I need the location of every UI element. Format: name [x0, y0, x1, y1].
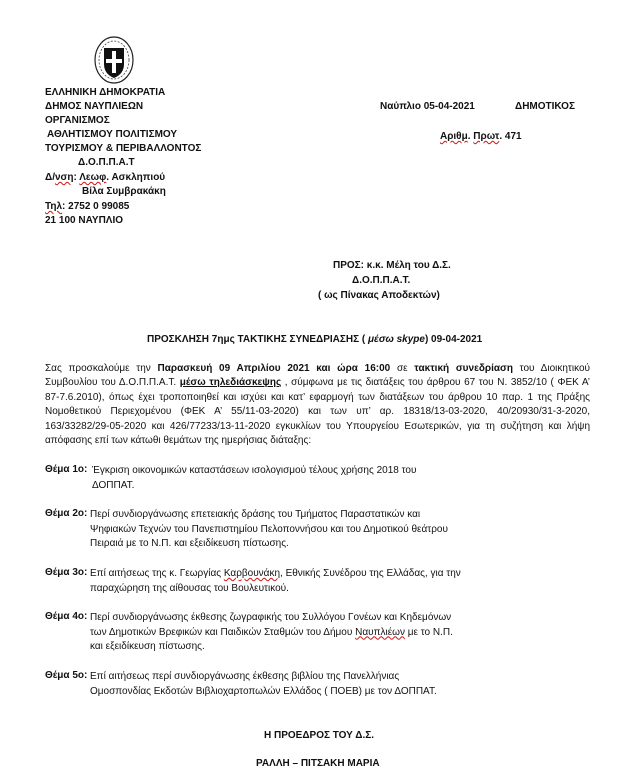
signature-name: ΡΑΛΛΗ – ΠΙΤΣΑΚΗ ΜΑΡΙΑ: [256, 758, 380, 769]
recipients-to: ΠΡΟΣ: κ.κ. Μέλη του Δ.Σ.: [333, 260, 451, 271]
greek-coat-of-arms-emblem: [94, 36, 134, 84]
intro-paragraph: Σας προσκαλούμε την Παρασκευή 09 Απριλίου 2021 και ώρα 16:00 σε τακτική συνεδρίαση του Διοικητικού Συμβουλίου του Δ.Ο.Π.Π.Α.Τ. μέσω τηλεδιάσκεψης , σύμφωνα με τις διατάξεις του άρθρου 67 του Ν. 3852/10 ( ΦΕΚ Α’ 87-7.6.2010), όπως έχει τροποποιηθεί και ισχύει και κατ’ εφαρμογή των διατάξεων του άρθρου 10 παρ. 1 της Πράξης Νομοθετικού Περιεχομένου (ΦΕΚ Α’ 55/11-03-2020) και των υπ’ αρ. 18318/13-03-2020, 40/20930/31-3-2020, 163/33282/29-05-2020 και 426/77233/13-11-2020 εγκυκλίων του Υπουργείου Εσωτερικών, για τη συζήτηση και λήψη απόφασης επί των κάτωθι θεμάτων της ημερήσιας διάταξης:: [45, 363, 590, 447]
recipients-org: Δ.Ο.Π.Π.Α.Τ.: [352, 275, 411, 286]
header-address: Δ/νση: Λεωφ. Ασκληπιού: [45, 172, 166, 183]
header-phone: Τηλ: 2752 0 99085: [45, 201, 130, 212]
header-line-organization: ΟΡΓΑΝΙΣΜΟΣ: [45, 115, 110, 126]
header-zip-city: 21 100 ΝΑΥΠΛΙΟ: [45, 215, 124, 226]
recipients-list: ( ως Πίνακας Αποδεκτών): [318, 290, 440, 301]
header-line-acronym: Δ.Ο.Π.Π.Α.Τ: [78, 157, 135, 168]
thema-2-text: Περί συνδιοργάνωσης επετειακής δράσης του Τμήματος Παραστατικών και Ψηφιακών Τεχνών του Πανεπιστημίου Πελοποννήσου και του Δημοτικού θεάτρου Πειραιά με το Ν.Π. και εξειδίκευση πίστωσης.: [90, 509, 448, 550]
header-line-municipality: ΔΗΜΟΣ ΝΑΥΠΛΙΕΩΝ: [45, 101, 144, 112]
thema-4-text: Περί συνδιοργάνωσης έκθεσης ζωγραφικής του Συλλόγου Γονέων και Κηδεμόνων των Δημοτικών Βρεφικών και Παιδικών Σταθμών του Δήμου Ναυπλιέων με το Ν.Π. και εξειδίκευση πίστωσης.: [90, 612, 453, 653]
header-address-line2: Βίλα Συμβρακάκη: [82, 186, 166, 197]
header-line-tourism: ΤΟΥΡΙΣΜΟΥ & ΠΕΡΙΒΑΛΛΟΝΤΟΣ: [45, 143, 202, 154]
thema-3-label: Θέμα 3ο:: [45, 567, 88, 578]
dimotikos-label: ΔΗΜΟΤΙΚΟΣ: [515, 101, 575, 112]
thema-2-label: Θέμα 2ο:: [45, 508, 88, 519]
thema-1-text: Έγκριση οικονομικών καταστάσεων ισολογισμού τέλους χρήσης 2018 του ΔΟΠΠΑΤ.: [92, 465, 417, 491]
header-line-sports-culture: ΑΘΛΗΤΙΣΜΟΥ ΠΟΛΙΤΙΣΜΟΥ: [47, 129, 178, 140]
thema-5-label: Θέμα 5ο:: [45, 670, 88, 681]
signature-role: Η ΠΡΟΕΔΡΟΣ ΤΟΥ Δ.Σ.: [264, 730, 375, 741]
thema-4-label: Θέμα 4ο:: [45, 611, 88, 622]
thema-1-label: Θέμα 1ο:: [45, 464, 88, 475]
thema-3-text: Επί αιτήσεως της κ. Γεωργίας Καρβουνάκη, Εθνικής Συνέδρου της Ελλάδας, για την παραχώρηση της αίθουσας του Βουλευτικού.: [90, 568, 461, 594]
protocol-number: Αριθμ. Πρωτ. 471: [440, 131, 522, 142]
header-line-republic: ΕΛΛΗΝΙΚΗ ΔΗΜΟΚΡΑΤΙΑ: [45, 87, 166, 98]
thema-5-text: Επί αιτήσεως περί συνδιοργάνωσης έκθεσης βιβλίου της Πανελλήνιας Ομοσπονδίας Εκδοτών Βιβλιοχαρτοπωλών Ελλάδος ( ΠΟΕΒ) με τον ΔΟΠΠΑΤ.: [90, 671, 437, 697]
invitation-title: ΠΡΟΣΚΛΗΣΗ 7ημς ΤΑΚΤΙΚΗΣ ΣΥΝΕΔΡΙΑΣΗΣ ( μέσω skype) 09-04-2021: [147, 334, 483, 345]
place-date: Ναύπλιο 05-04-2021: [380, 101, 475, 112]
